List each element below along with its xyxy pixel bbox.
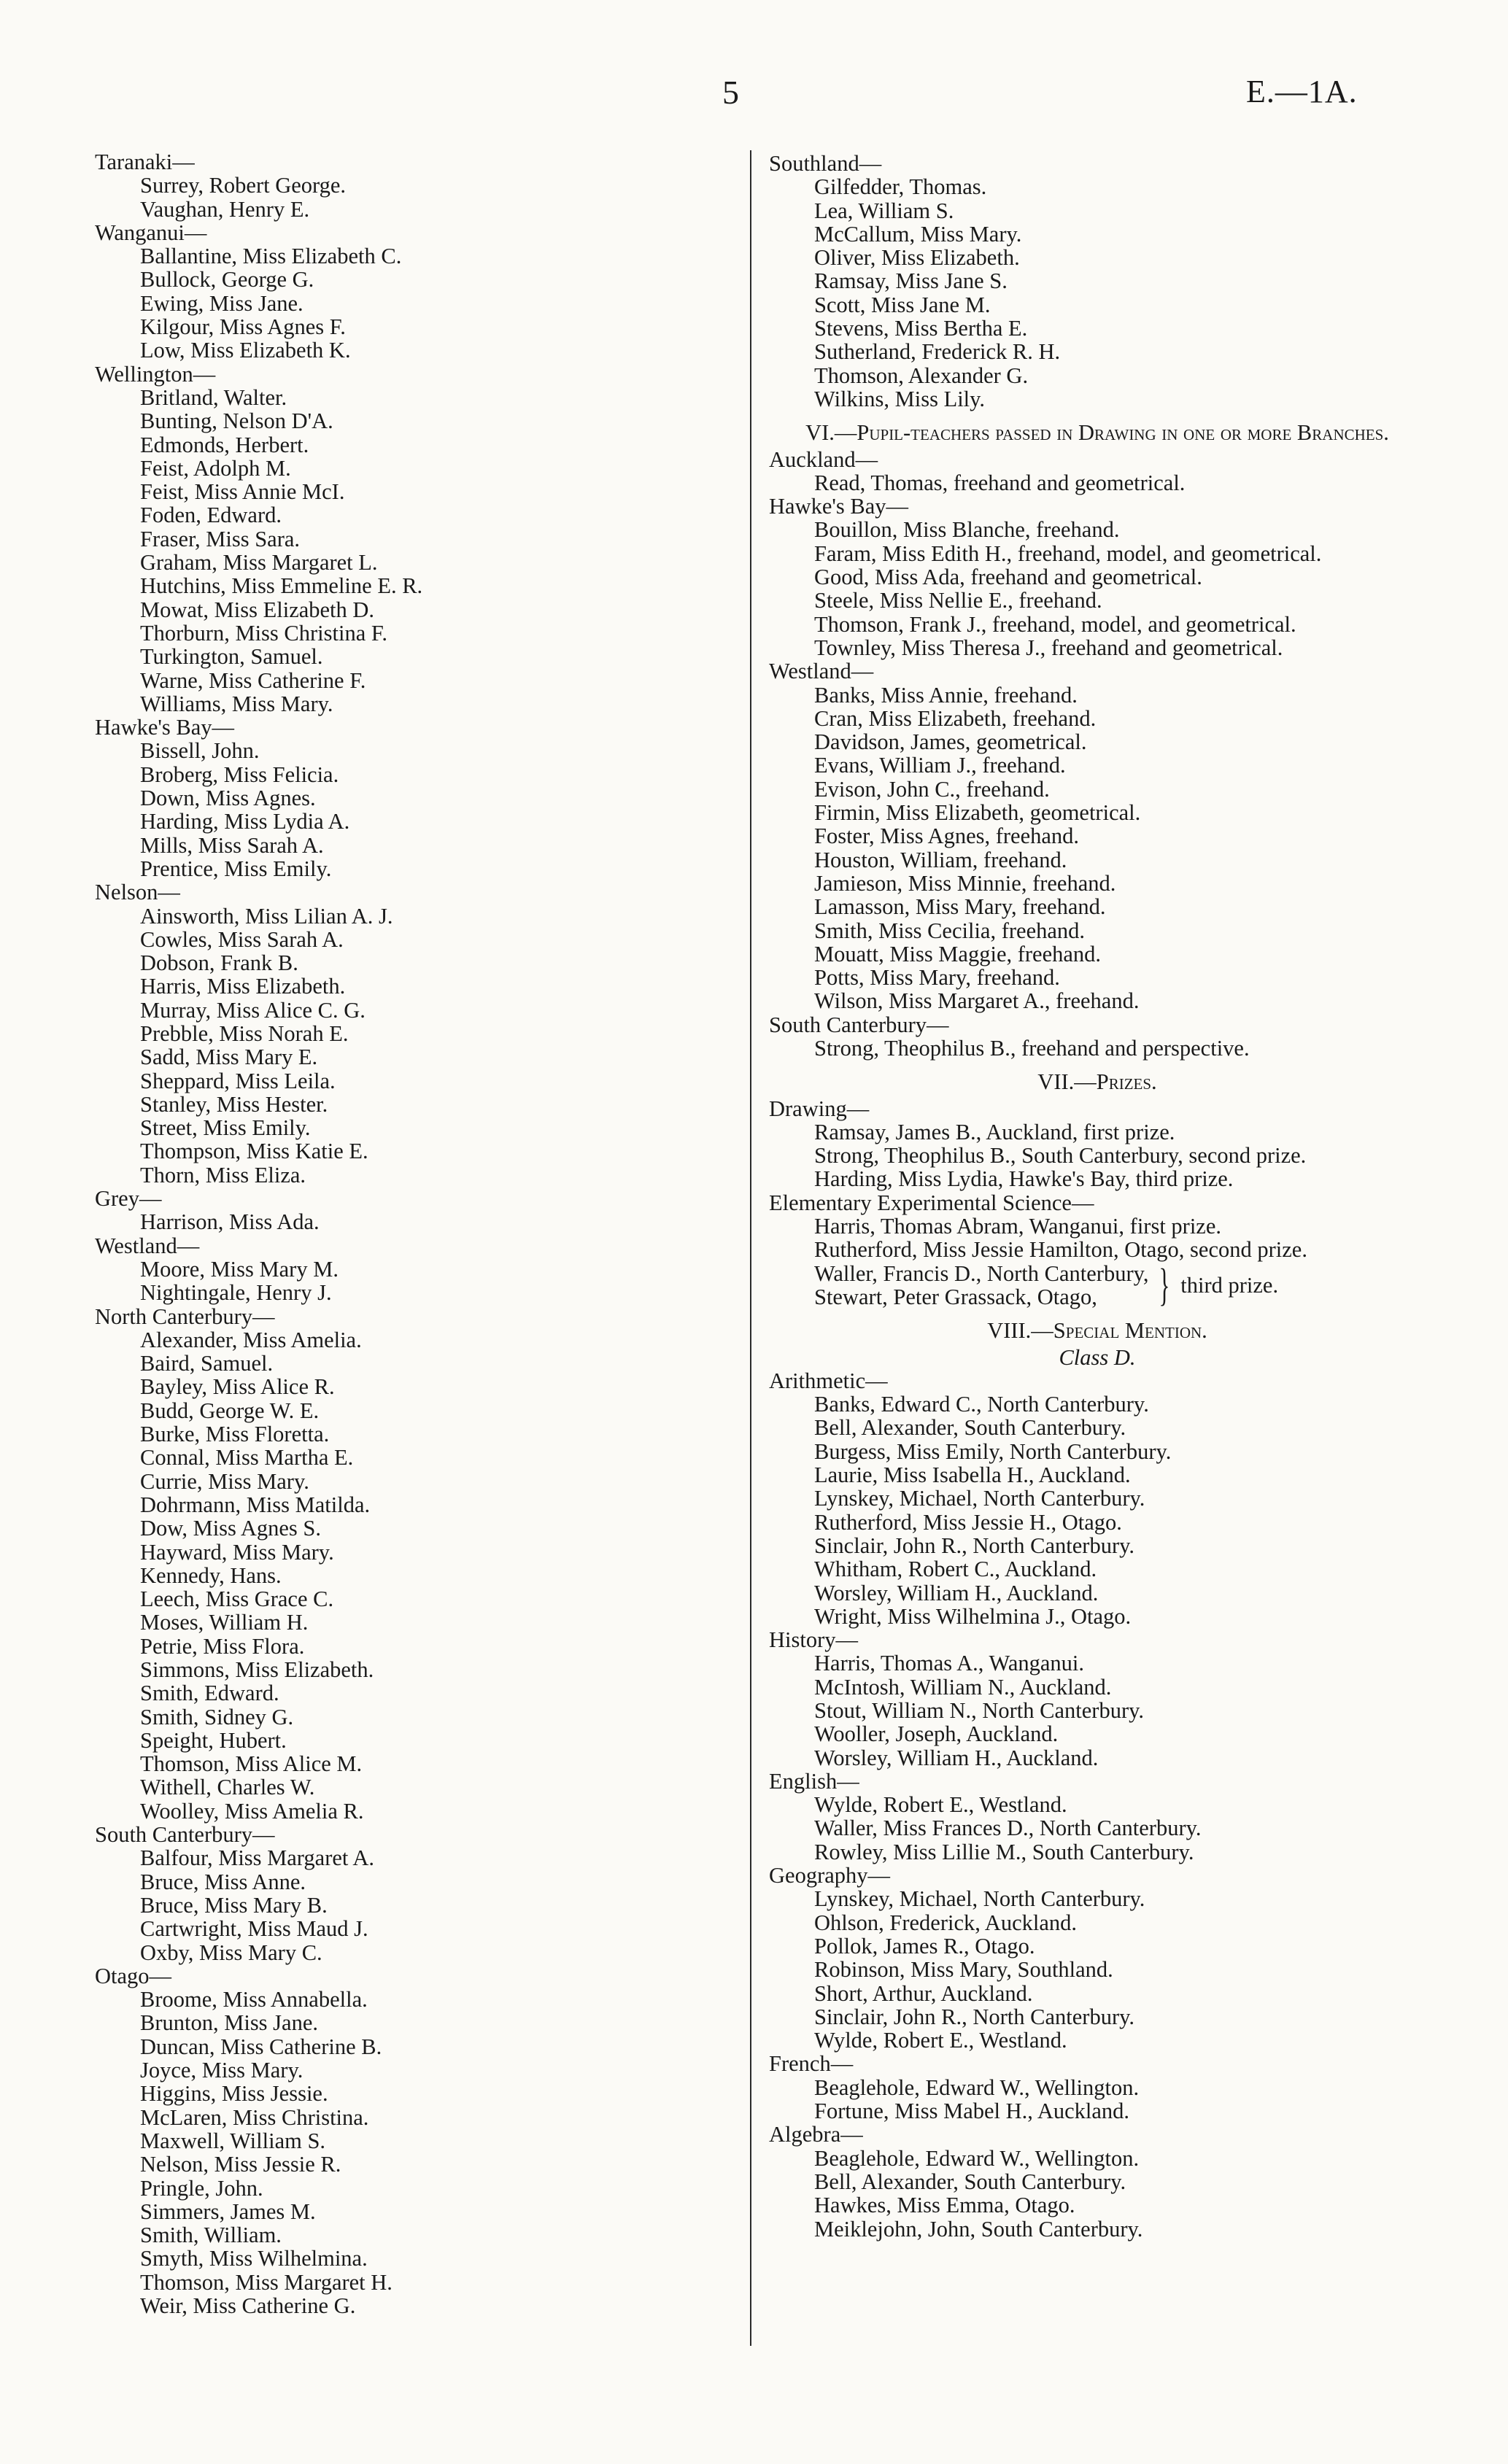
list-item: Oliver, Miss Elizabeth. — [814, 245, 1020, 271]
page-number: 5 — [722, 74, 739, 111]
list-item: Ainsworth, Miss Lilian A. J. — [140, 903, 393, 929]
list-item: Townley, Miss Theresa J., freehand and geometrical. — [814, 635, 1283, 660]
region-group-taranaki — [95, 150, 708, 221]
list-item: Sinclair, John R., North Canterbury. — [814, 1533, 1134, 1558]
list-item: Bruce, Miss Mary B. — [140, 1892, 328, 1918]
region-heading: Otago— — [95, 1963, 172, 1988]
list-item: Wylde, Robert E., Westland. — [814, 2028, 1067, 2053]
region-heading: South Canterbury— — [95, 1822, 275, 1848]
list-item: Stout, William N., North Canterbury. — [814, 1698, 1144, 1723]
list-item: Nelson, Miss Jessie R. — [140, 2152, 341, 2177]
prizes-drawing-group — [769, 1097, 1426, 1191]
list-item: Worsley, William H., Auckland. — [814, 1580, 1099, 1605]
region-heading: Algebra— — [769, 2122, 863, 2147]
region-group-southland — [769, 152, 1426, 411]
list-item: Vaughan, Henry E. — [140, 196, 310, 222]
list-item: Ohlson, Frederick, Auckland. — [814, 1910, 1077, 1935]
list-item: Good, Miss Ada, freehand and geometrical. — [814, 565, 1202, 590]
list-item: Moses, William H. — [140, 1610, 309, 1635]
region-heading: Nelson— — [95, 880, 180, 905]
class-label: Class D. — [1059, 1344, 1136, 1370]
list-item: Higgins, Miss Jessie. — [140, 2081, 328, 2107]
southland-group — [769, 152, 1426, 411]
region-group-arithmetic — [769, 1369, 1426, 1628]
list-item: Broome, Miss Annabella. — [140, 1987, 368, 2012]
region-group-north-canterbury — [95, 1305, 708, 1824]
region-heading: History— — [769, 1627, 858, 1653]
list-item: Graham, Miss Margaret L. — [140, 550, 378, 576]
list-item: Withell, Charles W. — [140, 1775, 315, 1800]
region-group-geography — [769, 1864, 1426, 2052]
list-item: Worsley, William H., Auckland. — [814, 1745, 1099, 1770]
list-item: Bouillon, Miss Blanche, freehand. — [814, 517, 1120, 543]
list-item: Burke, Miss Floretta. — [140, 1422, 330, 1447]
region-heading: Hawke's Bay— — [95, 715, 234, 740]
list-item: Ewing, Miss Jane. — [140, 290, 303, 316]
region-group-south-canterbury — [95, 1823, 708, 1964]
list-item: Thomson, Miss Alice M. — [140, 1751, 363, 1777]
list-item: Pollok, James R., Otago. — [814, 1933, 1035, 1959]
list-item: Harris, Thomas Abram, Wanganui, first prize. — [814, 1214, 1221, 1239]
list-item: Balfour, Miss Margaret A. — [140, 1845, 374, 1871]
list-item: Hutchins, Miss Emmeline E. R. — [140, 573, 423, 599]
list-item: Smith, William. — [140, 2223, 282, 2248]
list-item: Mills, Miss Sarah A. — [140, 832, 324, 858]
list-item: Banks, Edward C., North Canterbury. — [814, 1392, 1149, 1417]
list-item: Oxby, Miss Mary C. — [140, 1940, 322, 1965]
section-vi-title: VI.—Pupil-teachers passed in Drawing in one or more Branches. — [805, 420, 1389, 446]
region-group-westland — [95, 1234, 708, 1305]
region-heading: Geography— — [769, 1863, 891, 1888]
list-item: Firmin, Miss Elizabeth, geometrical. — [814, 800, 1141, 826]
left-column — [95, 150, 708, 2317]
region-group-english — [769, 1770, 1426, 1864]
list-item: Hayward, Miss Mary. — [140, 1539, 334, 1565]
region-heading: North Canterbury— — [95, 1303, 275, 1329]
list-item: Jamieson, Miss Minnie, freehand. — [814, 870, 1116, 896]
list-item: Robinson, Miss Mary, Southland. — [814, 1957, 1113, 1983]
region-heading: Westland— — [769, 659, 874, 684]
list-item: Dow, Miss Agnes S. — [140, 1516, 321, 1541]
region-heading: Arithmetic— — [769, 1368, 888, 1393]
region-heading: Taranaki— — [95, 150, 195, 174]
region-group-hawke-s-bay — [769, 495, 1426, 659]
region-group-drawing — [769, 1097, 1426, 1191]
list-item: McCallum, Miss Mary. — [814, 221, 1022, 247]
region-group-algebra — [769, 2123, 1426, 2240]
list-item: Smith, Miss Cecilia, freehand. — [814, 918, 1086, 943]
list-item: Waller, Miss Frances D., North Canterbury. — [814, 1816, 1202, 1841]
list-item: Banks, Miss Annie, freehand. — [814, 682, 1078, 708]
list-item: Maxwell, William S. — [140, 2128, 326, 2153]
right-column — [769, 152, 1426, 2241]
list-item: Bruce, Miss Anne. — [140, 1869, 306, 1894]
list-item: Feist, Adolph M. — [140, 455, 291, 481]
section-vii-title: VII.—Prizes. — [1037, 1069, 1157, 1095]
list-item: Leech, Miss Grace C. — [140, 1587, 334, 1612]
region-heading: Grey— — [95, 1186, 162, 1212]
region-group-french — [769, 2052, 1426, 2123]
list-item: Thorn, Miss Eliza. — [140, 1162, 306, 1188]
region-heading: Wanganui— — [95, 220, 207, 245]
list-item: Houston, William, freehand. — [814, 847, 1067, 872]
list-item: Rowley, Miss Lillie M., South Canterbury. — [814, 1839, 1194, 1864]
list-item: Kennedy, Hans. — [140, 1562, 282, 1588]
list-item: Burgess, Miss Emily, North Canterbury. — [814, 1438, 1172, 1464]
list-item: Moore, Miss Mary M. — [140, 1256, 339, 1282]
list-item: Rutherford, Miss Jessie H., Otago. — [814, 1509, 1122, 1535]
region-heading: Auckland— — [769, 446, 878, 472]
shared-third-prize — [769, 1262, 1426, 1309]
list-item: Prebble, Miss Norah E. — [140, 1020, 349, 1046]
brace-mark: } — [1158, 1260, 1169, 1310]
list-item: Potts, Miss Mary, freehand. — [814, 965, 1060, 991]
list-item: Bissell, John. — [140, 738, 260, 764]
list-item: Read, Thomas, freehand and geometrical. — [814, 470, 1186, 495]
list-item: Lynskey, Michael, North Canterbury. — [814, 1886, 1145, 1912]
list-item: Lea, William S. — [814, 198, 954, 223]
list-item: Harding, Miss Lydia, Hawke's Bay, third prize. — [814, 1166, 1234, 1192]
list-item: Sheppard, Miss Leila. — [140, 1068, 336, 1093]
list-item: Gilfedder, Thomas. — [814, 174, 987, 200]
region-group-elementary-experimental-science — [769, 1191, 1426, 1262]
region-group-grey — [95, 1187, 708, 1234]
list-item: Kilgour, Miss Agnes F. — [140, 314, 346, 340]
prizes-science-group — [769, 1191, 1426, 1262]
region-group-westland — [769, 659, 1426, 1012]
list-item: Wylde, Robert E., Westland. — [814, 1792, 1067, 1818]
list-item: Murray, Miss Alice C. G. — [140, 997, 366, 1023]
list-item: McLaren, Miss Christina. — [140, 2104, 369, 2130]
list-item: Laurie, Miss Isabella H., Auckland. — [814, 1462, 1131, 1488]
list-item: Brunton, Miss Jane. — [140, 2010, 318, 2036]
list-item: Ramsay, Miss Jane S. — [814, 268, 1008, 294]
list-item: Beaglehole, Edward W., Wellington. — [814, 2145, 1140, 2171]
region-heading: South Canterbury— — [769, 1012, 949, 1037]
list-item: Steele, Miss Nellie E., freehand. — [814, 588, 1102, 613]
list-item: Cowles, Miss Sarah A. — [140, 926, 344, 952]
list-item: Wooller, Joseph, Auckland. — [814, 1721, 1059, 1747]
list-item: Fortune, Miss Mabel H., Auckland. — [814, 2099, 1130, 2124]
list-item: Thomson, Alexander G. — [814, 363, 1029, 388]
list-item: Mouatt, Miss Maggie, freehand. — [814, 941, 1102, 966]
list-item: Ballantine, Miss Elizabeth C. — [140, 244, 402, 269]
list-item: Hawkes, Miss Emma, Otago. — [814, 2193, 1075, 2218]
shared-prize-label: third prize. — [1180, 1272, 1279, 1298]
list-item: Cran, Miss Elizabeth, freehand. — [814, 705, 1097, 731]
list-item: Cartwright, Miss Maud J. — [140, 1916, 368, 1942]
list-item: Thomson, Frank J., freehand, model, and geometrical. — [814, 611, 1296, 637]
region-heading: Southland— — [769, 151, 882, 176]
list-item: Short, Arthur, Auckland. — [814, 1980, 1033, 2006]
list-item: Strong, Theophilus B., South Canterbury, second prize. — [814, 1143, 1307, 1169]
list-item: Budd, George W. E. — [140, 1398, 320, 1423]
list-item: Smith, Sidney G. — [140, 1704, 294, 1729]
list-item: Fraser, Miss Sara. — [140, 526, 301, 551]
region-group-wanganui — [95, 221, 708, 363]
region-heading: Hawke's Bay— — [769, 494, 908, 519]
region-group-history — [769, 1628, 1426, 1770]
region-group-south-canterbury — [769, 1013, 1426, 1061]
list-item: Thorburn, Miss Christina F. — [140, 620, 387, 646]
shared-prize-name-b: Stewart, Peter Grassack, Otago, — [814, 1284, 1097, 1309]
section-vi-list — [769, 448, 1426, 1061]
shared-prize-names — [814, 1262, 1149, 1309]
list-item: Broberg, Miss Felicia. — [140, 762, 339, 787]
list-item: Edmonds, Herbert. — [140, 432, 309, 457]
list-item: Simmons, Miss Elizabeth. — [140, 1657, 374, 1682]
region-group-auckland — [769, 448, 1426, 495]
list-item: Warne, Miss Catherine F. — [140, 667, 366, 693]
list-item: Turkington, Samuel. — [140, 644, 323, 670]
list-item: Down, Miss Agnes. — [140, 786, 316, 811]
list-item: Thompson, Miss Katie E. — [140, 1139, 368, 1164]
list-item: Woolley, Miss Amelia R. — [140, 1798, 364, 1824]
region-group-hawke-s-bay — [95, 716, 708, 880]
list-item: Baird, Samuel. — [140, 1351, 274, 1376]
list-item: Harris, Thomas A., Wanganui. — [814, 1651, 1084, 1676]
list-item: Sutherland, Frederick R. H. — [814, 339, 1061, 365]
list-item: Prentice, Miss Emily. — [140, 856, 332, 881]
list-item: Dobson, Frank B. — [140, 950, 298, 976]
list-item: Wright, Miss Wilhelmina J., Otago. — [814, 1603, 1132, 1629]
region-heading: French— — [769, 2051, 854, 2077]
list-item: Bayley, Miss Alice R. — [140, 1374, 335, 1400]
list-item: Dohrmann, Miss Matilda. — [140, 1492, 371, 1517]
section-viii-list — [769, 1369, 1426, 2241]
region-group-wellington — [95, 363, 708, 716]
list-item: Bunting, Nelson D'A. — [140, 408, 333, 434]
list-item: Nightingale, Henry J. — [140, 1280, 332, 1306]
list-item: Foden, Edward. — [140, 503, 282, 528]
list-item: Williams, Miss Mary. — [140, 691, 333, 716]
list-item: Speight, Hubert. — [140, 1727, 287, 1753]
region-heading: Wellington— — [95, 361, 216, 387]
list-item: Evans, William J., freehand. — [814, 753, 1066, 778]
list-item: Petrie, Miss Flora. — [140, 1633, 305, 1659]
shared-prize-name-a: Waller, Francis D., North Canterbury, — [814, 1260, 1149, 1286]
column-divider — [750, 150, 751, 2346]
list-item: Joyce, Miss Mary. — [140, 2058, 303, 2083]
list-item: Harrison, Miss Ada. — [140, 1209, 320, 1235]
list-item: Evison, John C., freehand. — [814, 776, 1050, 802]
region-group-nelson — [95, 880, 708, 1187]
page-header — [0, 73, 1508, 117]
list-item: Smith, Edward. — [140, 1681, 279, 1706]
list-item: Meiklejohn, John, South Canterbury. — [814, 2216, 1143, 2242]
list-item: Street, Miss Emily. — [140, 1115, 311, 1141]
region-heading: Drawing— — [769, 1096, 870, 1121]
list-item: Foster, Miss Agnes, freehand. — [814, 824, 1080, 849]
list-item: Duncan, Miss Catherine B. — [140, 2034, 382, 2059]
region-group-otago — [95, 1964, 708, 2317]
region-heading: Elementary Experimental Science— — [769, 1190, 1094, 1215]
list-item: Rutherford, Miss Jessie Hamilton, Otago, second prize. — [814, 1237, 1307, 1263]
list-item: Beaglehole, Edward W., Wellington. — [814, 2074, 1140, 2100]
list-item: Stanley, Miss Hester. — [140, 1091, 328, 1117]
list-item: Strong, Theophilus B., freehand and perspective. — [814, 1035, 1250, 1061]
region-heading: English— — [769, 1768, 859, 1794]
list-item: Weir, Miss Catherine G. — [140, 2293, 356, 2319]
list-item: Ramsay, James B., Auckland, first prize. — [814, 1119, 1175, 1144]
list-item: Faram, Miss Edith H., freehand, model, and geometrical. — [814, 541, 1322, 566]
list-item: Scott, Miss Jane M. — [814, 292, 991, 317]
list-item: Thomson, Miss Margaret H. — [140, 2269, 393, 2295]
list-item: Alexander, Miss Amelia. — [140, 1327, 362, 1352]
list-item: Bullock, George G. — [140, 267, 314, 292]
list-item: Connal, Miss Martha E. — [140, 1445, 354, 1471]
list-item: Davidson, James, geometrical. — [814, 729, 1087, 755]
list-item: Wilson, Miss Margaret A., freehand. — [814, 988, 1140, 1014]
document-reference: E.—1A. — [1246, 74, 1358, 109]
list-item: Simmers, James M. — [140, 2198, 316, 2224]
list-item: Smyth, Miss Wilhelmina. — [140, 2246, 368, 2271]
list-item: Sadd, Miss Mary E. — [140, 1045, 318, 1070]
list-item: Sinclair, John R., North Canterbury. — [814, 2004, 1134, 2029]
list-item: Lamasson, Miss Mary, freehand. — [814, 894, 1106, 920]
list-item: Feist, Miss Annie McI. — [140, 479, 345, 505]
list-item: Bell, Alexander, South Canterbury. — [814, 2169, 1126, 2194]
list-item: Wilkins, Miss Lily. — [814, 386, 986, 411]
list-item: Low, Miss Elizabeth K. — [140, 338, 351, 363]
list-item: Bell, Alexander, South Canterbury. — [814, 1415, 1126, 1441]
list-item: Lynskey, Michael, North Canterbury. — [814, 1486, 1145, 1511]
list-item: Pringle, John. — [140, 2175, 263, 2201]
list-item: Harding, Miss Lydia A. — [140, 809, 350, 834]
list-item: Currie, Miss Mary. — [140, 1468, 309, 1494]
list-item: Whitham, Robert C., Auckland. — [814, 1557, 1097, 1582]
region-heading: Westland— — [95, 1233, 200, 1258]
list-item: Harris, Miss Elizabeth. — [140, 974, 346, 999]
list-item: McIntosh, William N., Auckland. — [814, 1674, 1112, 1700]
section-viii-title: VIII.—Special Mention. — [987, 1318, 1207, 1344]
list-item: Britland, Walter. — [140, 384, 287, 410]
list-item: Stevens, Miss Bertha E. — [814, 316, 1028, 341]
list-item: Mowat, Miss Elizabeth D. — [140, 597, 375, 622]
list-item: Surrey, Robert George. — [140, 173, 347, 198]
